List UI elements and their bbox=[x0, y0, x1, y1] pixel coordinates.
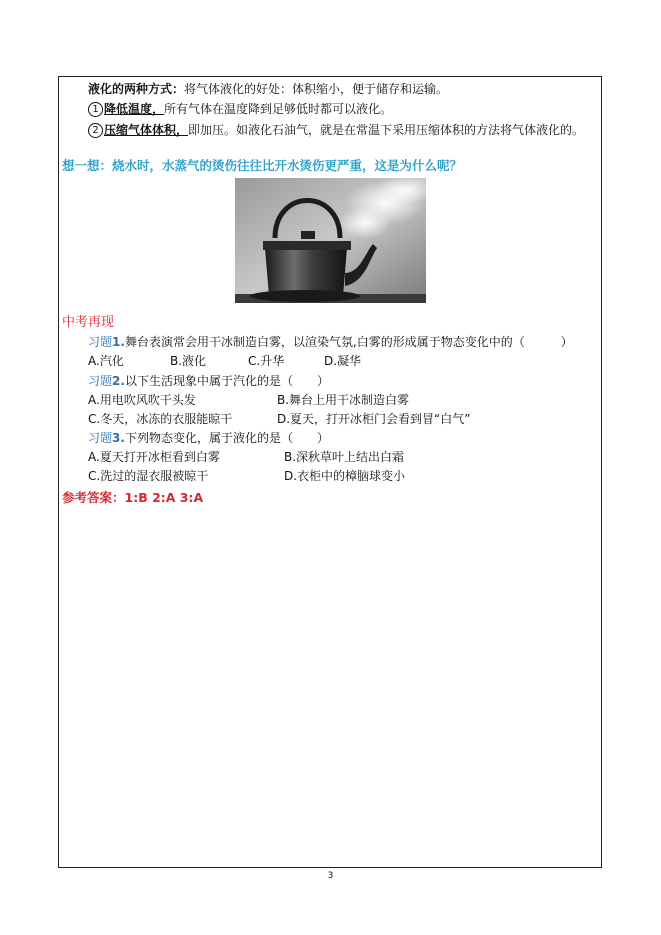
q3-option-b: B.深秋草叶上结出白霜 bbox=[284, 450, 405, 464]
q2-option-d: D.夏天，打开冰柜门会看到冒“白气” bbox=[277, 412, 471, 426]
method-2-label: 压缩气体体积， bbox=[104, 123, 189, 137]
exam-heading: 中考再现 bbox=[62, 315, 115, 330]
q3-stem: 下列物态变化，属于液化的是（ ） bbox=[124, 431, 329, 445]
q1-number: 1. bbox=[112, 335, 125, 349]
q2-number: 2. bbox=[112, 374, 125, 388]
liquefaction-colon: ： bbox=[172, 82, 185, 96]
method-2-line bbox=[88, 122, 584, 138]
q2-stem: 以下生活现象中属于汽化的是（ ） bbox=[124, 374, 329, 388]
method-2-text: 即加压。如液化石油气，就是在常温下采用压缩体积的方法将气体液化的。 bbox=[188, 123, 585, 137]
reference-answer: 参考答案：1:B 2:A 3:A bbox=[62, 490, 204, 505]
method-1-label: 降低温度， bbox=[104, 102, 165, 116]
question-3 bbox=[88, 430, 329, 446]
liquefaction-benefit: 将气体液化的好处：体积缩小，便于储存和运输。 bbox=[184, 82, 449, 96]
method-1-line bbox=[88, 101, 392, 117]
q3-number: 3. bbox=[112, 431, 125, 445]
q3-option-d: D.衣柜中的樟脑球变小 bbox=[284, 469, 406, 483]
q2-option-c: C.冬天，冰冻的衣服能晾干 bbox=[88, 412, 233, 426]
q3-option-c: C.洗过的湿衣服被晾干 bbox=[88, 469, 209, 483]
q1-option-a: A.汽化 bbox=[88, 354, 124, 368]
q1-option-b: B.液化 bbox=[170, 354, 207, 368]
q1-tag: 习题 bbox=[88, 335, 113, 349]
q1-option-d: D.凝华 bbox=[324, 354, 362, 368]
q3-option-a: A.夏天打开冰柜看到白雾 bbox=[88, 450, 220, 464]
q2-option-a: A.用电吹风吹干头发 bbox=[88, 393, 196, 407]
q1-option-c: C.升华 bbox=[248, 354, 285, 368]
kettle-steam-photo bbox=[235, 178, 426, 303]
circled-number-2: 2 bbox=[88, 123, 103, 138]
q1-stem: 舞台表演常会用干冰制造白雾，以渲染气氛,白雾的形成属于物态变化中的（ ） bbox=[124, 335, 573, 349]
question-2 bbox=[88, 373, 329, 389]
liquefaction-line bbox=[88, 81, 448, 97]
q3-tag: 习题 bbox=[88, 431, 113, 445]
q2-option-b: B.舞台上用干冰制造白雾 bbox=[277, 393, 410, 407]
question-1 bbox=[88, 334, 573, 350]
circled-number-1: 1 bbox=[88, 102, 103, 117]
liquefaction-title: 液化的两种方式 bbox=[88, 82, 173, 96]
q2-tag: 习题 bbox=[88, 374, 113, 388]
page-number: 3 bbox=[327, 871, 334, 881]
method-1-text: 所有气体在温度降到足够低时都可以液化。 bbox=[164, 102, 393, 116]
think-question: 想一想：烧水时，水蒸气的烫伤往往比开水烫伤更严重，这是为什么呢？ bbox=[62, 158, 463, 173]
